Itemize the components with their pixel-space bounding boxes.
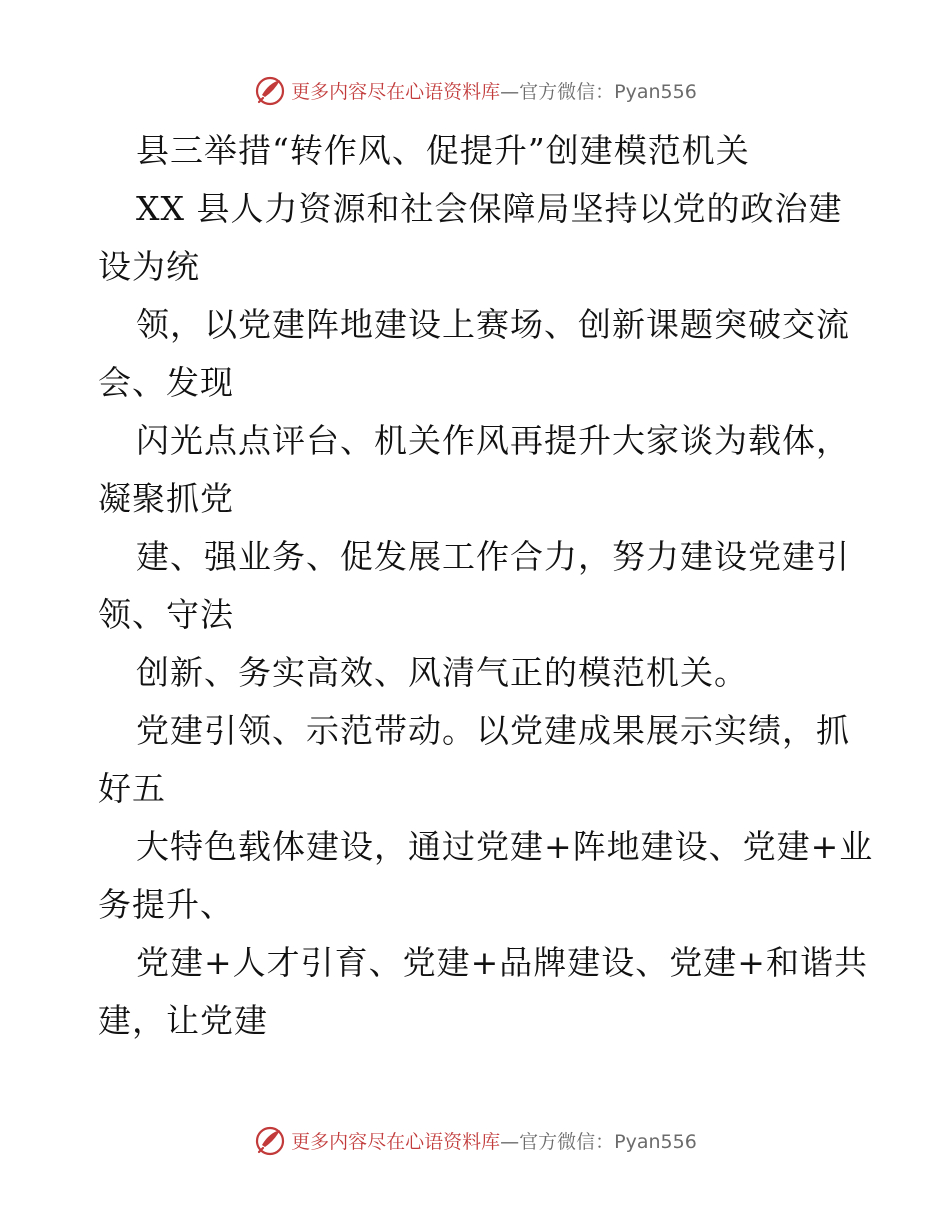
header-watermark [0,70,950,110]
brand-logo-icon [253,73,287,107]
document-body [98,122,878,1050]
text-line: 党建引领、示范带动。以党建成果展示实绩，抓 [136,711,850,750]
text-line: XX 县人力资源和社会保障局坚持以党的政治建 [136,189,843,228]
watermark-text-gray: —官方微信：Pyan556 [500,1130,697,1153]
watermark-text-red: 更多内容尽在心语资料库 [291,80,501,103]
header-watermark-text [291,77,697,104]
text-line: 大特色载体建设，通过党建+阵地建设、党建+业 [136,827,874,866]
footer-watermark [0,1120,950,1160]
text-line: 会、发现 [98,363,234,402]
text-line: 闪光点点评台、机关作风再提升大家谈为载体， [136,421,850,460]
text-line: 领，以党建阵地建设上赛场、创新课题突破交流 [136,305,850,344]
brand-logo-icon [253,1123,287,1157]
text-line: 党建+人才引育、党建+品牌建设、党建+和谐共 [136,943,868,982]
text-line: 建、强业务、促发展工作合力，努力建设党建引 [136,537,850,576]
text-line: 建，让党建 [98,1001,268,1040]
text-line: 创新、务实高效、风清气正的模范机关。 [136,653,748,692]
watermark-text-gray: —官方微信：Pyan556 [500,80,697,103]
text-line: 设为统 [98,247,200,286]
footer-watermark-text [291,1127,697,1154]
text-line: 县三举措“转作风、促提升”创建模范机关 [136,131,750,170]
text-line: 领、守法 [98,595,234,634]
text-line: 好五 [98,769,166,808]
watermark-text-red: 更多内容尽在心语资料库 [291,1130,501,1153]
text-line: 凝聚抓党 [98,479,234,518]
text-line: 务提升、 [98,885,234,924]
